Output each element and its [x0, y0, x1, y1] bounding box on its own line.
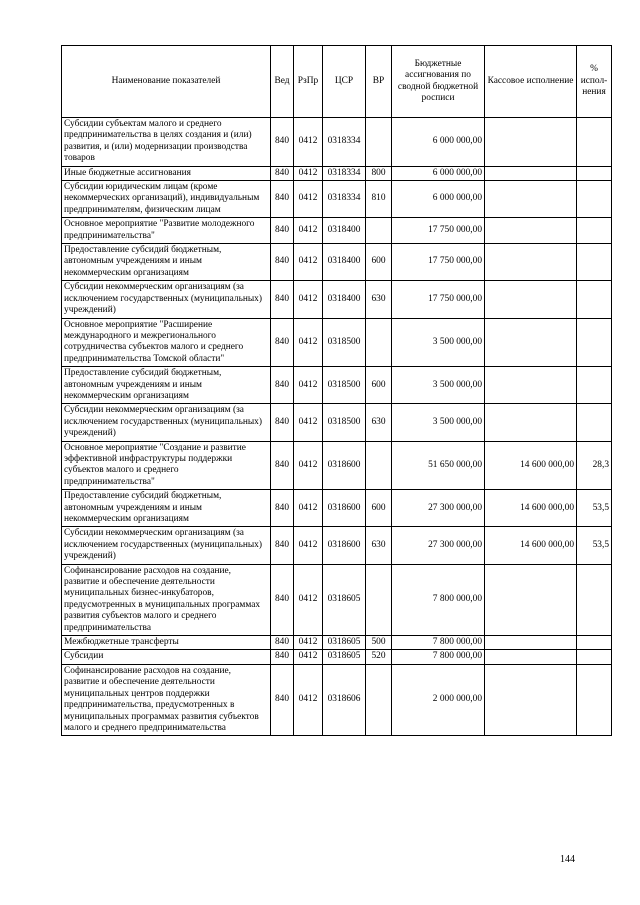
- cell-percent: [577, 404, 612, 441]
- cell-rzpr: 0412: [294, 166, 323, 180]
- cell-name: Субсидии субъектам малого и среднего предпринимательства в целях создания и (или) развития, и (или) модернизации производства товаров: [62, 118, 271, 167]
- header-budget: Бюджетные ассигнования по сводной бюджетной росписи: [392, 46, 485, 118]
- cell-rzpr: 0412: [294, 281, 323, 318]
- cell-csr: 0318400: [323, 244, 366, 281]
- cell-name: Предоставление субсидий бюджетным, автономным учреждениям и иным некоммерческим организациям: [62, 367, 271, 404]
- table-row: [62, 166, 612, 180]
- header-rzpr: РзПр: [294, 46, 323, 118]
- cell-name: Софинансирование расходов на создание, развитие и обеспечение деятельности муниципальных центров поддержки предпринимательства, предусмотренных в муниципальных программах развития субъектов малого и среднего предпринимательства: [62, 664, 271, 735]
- cell-cash: [485, 664, 577, 735]
- header-name: Наименование показателей: [62, 46, 271, 118]
- table-row: [62, 181, 612, 218]
- cell-vr: 810: [366, 181, 392, 218]
- table-row: [62, 367, 612, 404]
- cell-ved: 840: [271, 218, 294, 244]
- cell-ved: 840: [271, 527, 294, 564]
- cell-cash: [485, 218, 577, 244]
- cell-ved: 840: [271, 181, 294, 218]
- cell-ved: 840: [271, 404, 294, 441]
- cell-budget: 17 750 000,00: [392, 244, 485, 281]
- cell-percent: [577, 318, 612, 367]
- table-row: [62, 650, 612, 664]
- cell-vr: 600: [366, 490, 392, 527]
- cell-budget: 6 000 000,00: [392, 118, 485, 167]
- cell-cash: [485, 404, 577, 441]
- cell-vr: 520: [366, 650, 392, 664]
- cell-cash: [485, 181, 577, 218]
- cell-budget: 2 000 000,00: [392, 664, 485, 735]
- cell-cash: [485, 318, 577, 367]
- table-body: [62, 118, 612, 736]
- cell-vr: [366, 118, 392, 167]
- cell-ved: 840: [271, 166, 294, 180]
- cell-budget: 27 300 000,00: [392, 527, 485, 564]
- cell-percent: [577, 166, 612, 180]
- header-percent: % испол-нения: [577, 46, 612, 118]
- cell-name: Основное мероприятие "Развитие молодежного предпринимательства": [62, 218, 271, 244]
- cell-csr: 0318334: [323, 181, 366, 218]
- cell-csr: 0318605: [323, 564, 366, 635]
- cell-budget: 3 500 000,00: [392, 367, 485, 404]
- cell-ved: 840: [271, 118, 294, 167]
- cell-vr: 800: [366, 166, 392, 180]
- table-row: [62, 118, 612, 167]
- cell-percent: [577, 564, 612, 635]
- cell-name: Основное мероприятие "Расширение международного и межрегионального сотрудничества субъектов малого и среднего предпринимательства Томской области": [62, 318, 271, 367]
- cell-budget: 7 800 000,00: [392, 564, 485, 635]
- cell-vr: [366, 564, 392, 635]
- cell-ved: 840: [271, 441, 294, 490]
- cell-csr: 0318334: [323, 118, 366, 167]
- cell-rzpr: 0412: [294, 404, 323, 441]
- cell-percent: 53,5: [577, 490, 612, 527]
- cell-rzpr: 0412: [294, 441, 323, 490]
- cell-name: Субсидии юридическим лицам (кроме некоммерческих организаций), индивидуальным предпринимателям, физическим лицам: [62, 181, 271, 218]
- cell-cash: [485, 367, 577, 404]
- cell-rzpr: 0412: [294, 244, 323, 281]
- budget-table: [61, 45, 612, 736]
- table-row: [62, 527, 612, 564]
- cell-vr: 630: [366, 281, 392, 318]
- cell-rzpr: 0412: [294, 118, 323, 167]
- cell-cash: 14 600 000,00: [485, 490, 577, 527]
- cell-name: Основное мероприятие "Создание и развитие эффективной инфраструктуры поддержки субъектов малого и среднего предпринимательства": [62, 441, 271, 490]
- cell-csr: 0318400: [323, 281, 366, 318]
- cell-cash: [485, 636, 577, 650]
- table-row: [62, 404, 612, 441]
- cell-vr: [366, 318, 392, 367]
- cell-percent: [577, 181, 612, 218]
- cell-csr: 0318334: [323, 166, 366, 180]
- cell-ved: 840: [271, 318, 294, 367]
- cell-percent: [577, 218, 612, 244]
- cell-rzpr: 0412: [294, 181, 323, 218]
- cell-name: Предоставление субсидий бюджетным, автономным учреждениям и иным некоммерческим организациям: [62, 490, 271, 527]
- cell-percent: [577, 244, 612, 281]
- cell-name: Субсидии: [62, 650, 271, 664]
- cell-percent: [577, 650, 612, 664]
- cell-vr: 600: [366, 244, 392, 281]
- cell-rzpr: 0412: [294, 367, 323, 404]
- cell-vr: [366, 218, 392, 244]
- page-number: 144: [560, 854, 575, 865]
- cell-rzpr: 0412: [294, 318, 323, 367]
- cell-csr: 0318605: [323, 636, 366, 650]
- cell-csr: 0318500: [323, 318, 366, 367]
- cell-rzpr: 0412: [294, 636, 323, 650]
- table-row: [62, 441, 612, 490]
- cell-budget: 7 800 000,00: [392, 636, 485, 650]
- cell-name: Предоставление субсидий бюджетным, автономным учреждениям и иным некоммерческим организациям: [62, 244, 271, 281]
- cell-ved: 840: [271, 244, 294, 281]
- cell-csr: 0318600: [323, 441, 366, 490]
- cell-ved: 840: [271, 664, 294, 735]
- cell-rzpr: 0412: [294, 218, 323, 244]
- cell-budget: 17 750 000,00: [392, 218, 485, 244]
- cell-percent: [577, 664, 612, 735]
- cell-ved: 840: [271, 564, 294, 635]
- cell-vr: 630: [366, 404, 392, 441]
- cell-budget: 3 500 000,00: [392, 318, 485, 367]
- cell-budget: 27 300 000,00: [392, 490, 485, 527]
- cell-csr: 0318606: [323, 664, 366, 735]
- cell-csr: 0318500: [323, 367, 366, 404]
- cell-csr: 0318600: [323, 527, 366, 564]
- header-vr: ВР: [366, 46, 392, 118]
- table-row: [62, 218, 612, 244]
- cell-cash: 14 600 000,00: [485, 441, 577, 490]
- cell-rzpr: 0412: [294, 664, 323, 735]
- cell-vr: [366, 441, 392, 490]
- cell-vr: [366, 664, 392, 735]
- cell-name: Субсидии некоммерческим организациям (за исключением государственных (муниципальных) учреждений): [62, 527, 271, 564]
- header-ved: Вед: [271, 46, 294, 118]
- cell-budget: 6 000 000,00: [392, 181, 485, 218]
- cell-percent: [577, 281, 612, 318]
- cell-budget: 7 800 000,00: [392, 650, 485, 664]
- cell-rzpr: 0412: [294, 650, 323, 664]
- header-csr: ЦСР: [323, 46, 366, 118]
- cell-cash: 14 600 000,00: [485, 527, 577, 564]
- cell-name: Иные бюджетные ассигнования: [62, 166, 271, 180]
- cell-vr: 500: [366, 636, 392, 650]
- cell-cash: [485, 118, 577, 167]
- table-row: [62, 664, 612, 735]
- cell-percent: [577, 118, 612, 167]
- cell-budget: 3 500 000,00: [392, 404, 485, 441]
- cell-budget: 17 750 000,00: [392, 281, 485, 318]
- cell-csr: 0318400: [323, 218, 366, 244]
- header-cash: Кассовое исполнение: [485, 46, 577, 118]
- table-row: [62, 490, 612, 527]
- cell-percent: [577, 367, 612, 404]
- cell-percent: 28,3: [577, 441, 612, 490]
- cell-vr: 600: [366, 367, 392, 404]
- cell-cash: [485, 281, 577, 318]
- cell-cash: [485, 244, 577, 281]
- cell-rzpr: 0412: [294, 527, 323, 564]
- cell-cash: [485, 166, 577, 180]
- cell-name: Софинансирование расходов на создание, развитие и обеспечение деятельности муниципальных бизнес-инкубаторов, предусмотренных в муниципальных программах развития субъектов малого и среднего предпринимательства: [62, 564, 271, 635]
- cell-name: Субсидии некоммерческим организациям (за исключением государственных (муниципальных) учреждений): [62, 281, 271, 318]
- cell-cash: [485, 564, 577, 635]
- cell-name: Межбюджетные трансферты: [62, 636, 271, 650]
- cell-budget: 6 000 000,00: [392, 166, 485, 180]
- header-row: [62, 46, 612, 118]
- table-row: [62, 244, 612, 281]
- cell-ved: 840: [271, 650, 294, 664]
- table-row: [62, 318, 612, 367]
- cell-ved: 840: [271, 490, 294, 527]
- cell-rzpr: 0412: [294, 564, 323, 635]
- cell-percent: 53,5: [577, 527, 612, 564]
- table-row: [62, 281, 612, 318]
- cell-ved: 840: [271, 281, 294, 318]
- cell-csr: 0318605: [323, 650, 366, 664]
- table-row: [62, 564, 612, 635]
- cell-percent: [577, 636, 612, 650]
- cell-ved: 840: [271, 367, 294, 404]
- cell-rzpr: 0412: [294, 490, 323, 527]
- cell-csr: 0318600: [323, 490, 366, 527]
- cell-ved: 840: [271, 636, 294, 650]
- table-row: [62, 636, 612, 650]
- cell-name: Субсидии некоммерческим организациям (за исключением государственных (муниципальных) учреждений): [62, 404, 271, 441]
- cell-cash: [485, 650, 577, 664]
- cell-budget: 51 650 000,00: [392, 441, 485, 490]
- cell-vr: 630: [366, 527, 392, 564]
- cell-csr: 0318500: [323, 404, 366, 441]
